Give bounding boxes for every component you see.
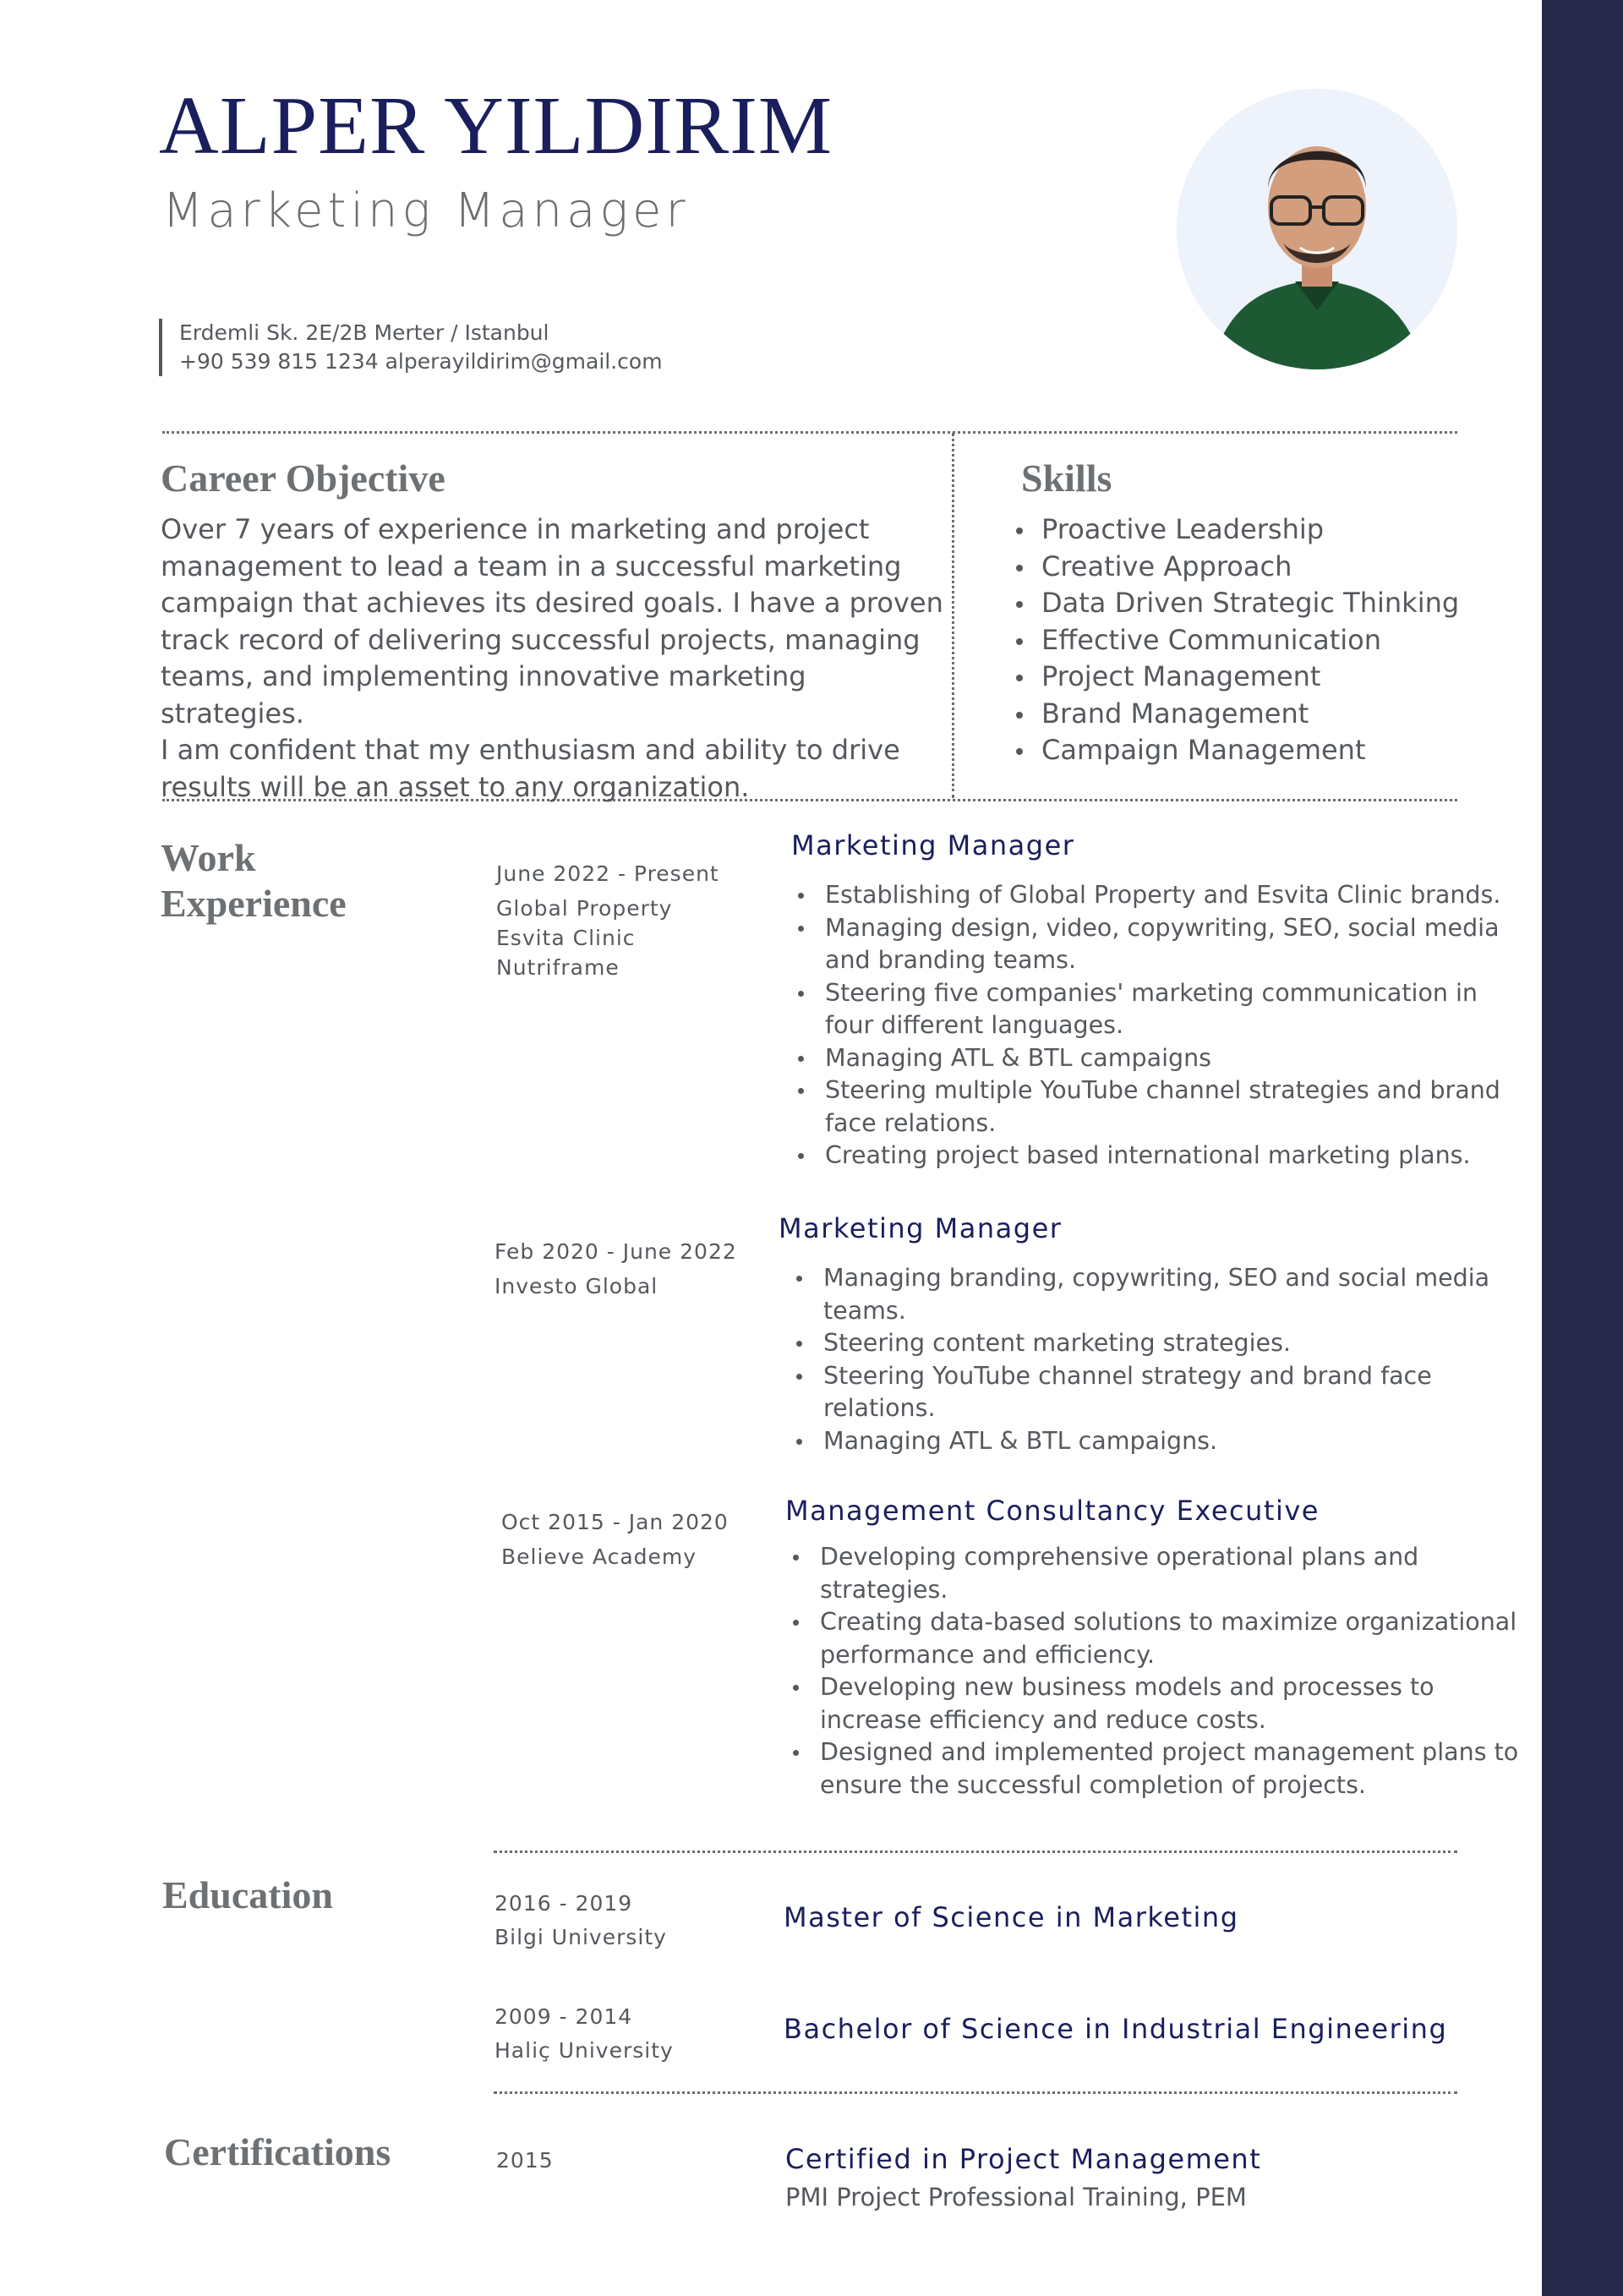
job-bullet: Steering multiple YouTube channel strategies and brand face relations.	[791, 1074, 1518, 1140]
certification-year: 2015	[496, 2148, 554, 2173]
certification-issuer: PMI Project Professional Training, PEM	[785, 2183, 1247, 2211]
job-bullet: Developing comprehensive operational plans and strategies.	[786, 1541, 1522, 1606]
job-bullet: Steering YouTube channel strategy and brand face relations.	[790, 1360, 1516, 1425]
job-bullet: Steering content marketing strategies.	[790, 1327, 1516, 1360]
education-heading: Education	[162, 1873, 333, 1916]
objective-line: management to lead a team in a successful marketing	[161, 549, 902, 582]
phone-email: +90 539 815 1234 alperayildirim@gmail.com	[179, 349, 663, 374]
job-bullet: Managing ATL & BTL campaigns	[791, 1042, 1518, 1075]
work-heading-line: Work	[161, 836, 256, 879]
education-dates: 2016 - 2019	[495, 1891, 633, 1916]
job-company: Investo Global	[495, 1274, 658, 1298]
job-3-bullets	[786, 1541, 1522, 1801]
objective-line: results will be an asset to any organization.	[161, 770, 750, 803]
skill-item: Proactive Leadership	[1013, 511, 1459, 549]
job-bullet: Managing ATL & BTL campaigns.	[790, 1425, 1516, 1458]
objective-line: track record of delivering successful projects, managing	[161, 623, 921, 656]
skill-item: Creative Approach	[1013, 549, 1459, 586]
skill-item: Project Management	[1013, 659, 1459, 696]
objective-line: I am confident that my enthusiasm and ability to drive	[161, 734, 900, 766]
job-1-meta	[496, 859, 719, 982]
job-3-title: Management Consultancy Executive	[785, 1495, 1320, 1527]
job-bullet: Steering five companies' marketing communication in four different languages.	[791, 977, 1518, 1042]
candidate-title: Marketing Manager	[162, 183, 690, 238]
job-bullet: Establishing of Global Property and Esvita Clinic brands.	[791, 879, 1518, 912]
job-bullet: Creating data-based solutions to maximize organizational performance and efficiency.	[786, 1606, 1522, 1671]
work-heading-line: Experience	[161, 882, 347, 925]
profile-photo-illustration	[1177, 89, 1457, 369]
divider-top	[162, 431, 1457, 434]
education-dates: 2009 - 2014	[495, 2004, 633, 2029]
skills-list	[1013, 511, 1459, 769]
education-1-meta	[495, 1887, 667, 1954]
job-company: Believe Academy	[501, 1544, 697, 1569]
skills-heading: Skills	[1021, 456, 1112, 500]
skill-item: Brand Management	[1013, 696, 1459, 733]
job-company: Nutriframe	[496, 955, 620, 980]
job-dates: Oct 2015 - Jan 2020	[501, 1510, 729, 1534]
work-experience-heading	[161, 835, 347, 927]
divider-certifications	[494, 2091, 1457, 2094]
job-company: Esvita Clinic	[496, 926, 636, 950]
education-school: Haliç University	[495, 2038, 674, 2063]
job-company: Global Property	[496, 896, 673, 921]
profile-photo	[1177, 89, 1457, 369]
job-3-meta	[501, 1507, 729, 1572]
job-bullet: Managing design, video, copywriting, SEO, social media and branding teams.	[791, 912, 1518, 977]
candidate-name: ALPER YILDIRIM	[159, 80, 833, 172]
job-1-bullets	[791, 879, 1518, 1173]
address: Erdemli Sk. 2E/2B Merter / Istanbul	[179, 320, 549, 345]
job-2-bullets	[790, 1262, 1516, 1457]
contact-block	[159, 319, 663, 376]
career-objective-text	[161, 511, 947, 806]
job-dates: June 2022 - Present	[496, 861, 719, 886]
job-2-meta	[495, 1237, 737, 1301]
education-2-meta	[495, 2000, 674, 2068]
job-bullet: Designed and implemented project management plans to ensure the successful completion of projects.	[786, 1736, 1522, 1801]
job-bullet: Creating project based international marketing plans.	[791, 1140, 1518, 1173]
certification-title: Certified in Project Management	[785, 2143, 1262, 2175]
job-dates: Feb 2020 - June 2022	[495, 1239, 737, 1264]
job-2-title: Marketing Manager	[779, 1212, 1063, 1244]
right-sidebar-band	[1542, 0, 1623, 2296]
education-school: Bilgi University	[495, 1925, 667, 1949]
skill-item: Data Driven Strategic Thinking	[1013, 585, 1459, 622]
skill-item: Effective Communication	[1013, 622, 1459, 659]
objective-line: Over 7 years of experience in marketing and project	[161, 513, 870, 545]
career-objective-heading: Career Objective	[161, 456, 445, 500]
job-bullet: Managing branding, copywriting, SEO and social media teams.	[790, 1262, 1516, 1327]
skill-item: Campaign Management	[1013, 732, 1459, 769]
education-2-degree: Bachelor of Science in Industrial Engineering	[784, 2013, 1448, 2045]
certifications-heading: Certifications	[164, 2130, 391, 2173]
objective-line: campaign that achieves its desired goals. I have a proven	[161, 587, 943, 619]
objective-line: teams, and implementing innovative marketing strategies.	[161, 660, 806, 730]
divider-vertical	[952, 433, 954, 798]
job-1-title: Marketing Manager	[791, 829, 1075, 861]
divider-education	[494, 1850, 1457, 1853]
job-bullet: Developing new business models and processes to increase efficiency and reduce costs.	[786, 1671, 1522, 1736]
education-1-degree: Master of Science in Marketing	[784, 1901, 1239, 1933]
